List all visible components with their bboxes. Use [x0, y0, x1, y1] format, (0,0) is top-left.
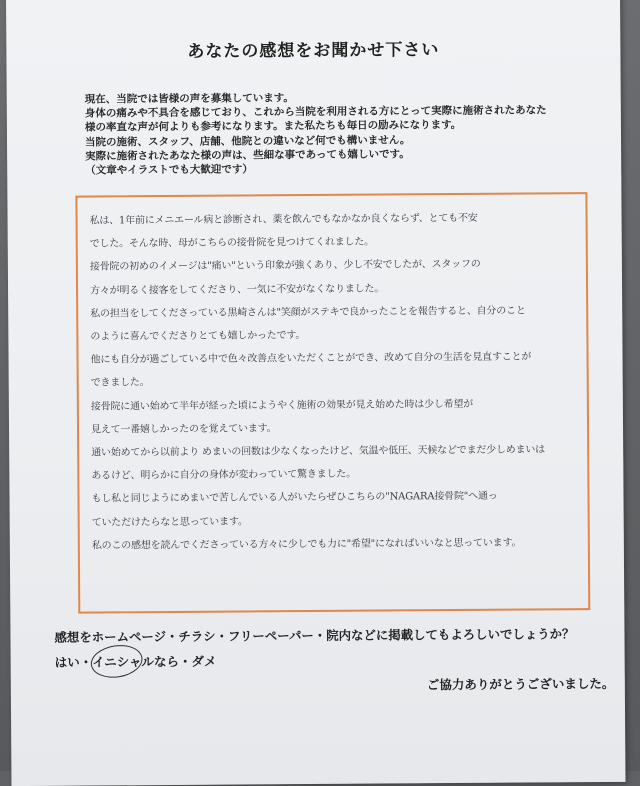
- intro-line: 現在、当院では皆様の声を募集しています。: [84, 92, 294, 106]
- handdrawn-circle-mark: [89, 642, 145, 681]
- handwritten-line: 私の担当をしてくださっている黒崎さんは"笑顔がステキで良かったことを報告すると、自分のこと: [90, 305, 526, 320]
- handwritten-line: ていただけたらなと思っています。: [91, 516, 248, 529]
- handwritten-line: 他にも自分が過ごしている中で色々改善点をいただくことができ、改めて自分の生活を見直すことが: [90, 351, 532, 366]
- handwritten-line: 見えて一番嬉しかったのを覚えています。: [90, 423, 277, 436]
- intro-text: [85, 89, 586, 178]
- handwritten-answer: [89, 206, 581, 557]
- permission-question: 感想をホームページ・チラシ・フリーペーパー・院内などに掲載してもよろしいでしょうか？: [54, 626, 575, 645]
- handwritten-line: でした。そんな時、母がこちらの接骨院を見つけてくれました。: [89, 236, 374, 250]
- handwritten-line: のように喜んでくださりとても嬉しかったです。: [90, 330, 306, 343]
- intro-line: 身体の痛みや不具合を感じており、これから当院を利用される方にとって実際に施術されたあなた: [84, 104, 547, 120]
- handwritten-line: 私は、1年前にメニエール病と診断され、薬を飲んでもなかなか良くならず、とても不安: [89, 212, 478, 227]
- handwritten-line: あるけど、明らかに自分の身体が変わっていて驚きました。: [91, 468, 356, 482]
- answer-box: [75, 192, 590, 614]
- intro-line: 実際に施術されたあなた様の声は、些細な事であっても嬉しいです。: [85, 148, 410, 163]
- permission-choices: はい・イニシャルなら・ダメ: [54, 653, 217, 670]
- form-title: あなたの感想をお聞かせ下さい: [187, 40, 440, 62]
- intro-line: 当院の施術、スタッフ、店舗、他院との違いなど何でも構いません。: [84, 133, 411, 149]
- handwritten-line: もし私と同じようにめまいで苦しんでいる人がいたらぜひこちらの"NAGARA接骨院"へ通っ: [91, 491, 498, 505]
- intro-line: 様の率直な声が何よりも参考になります。また私たちも毎日の励みになります。: [84, 119, 462, 135]
- handwritten-line: 接骨院に通い始めて半年が経った頃にようやく施術の効果が見え始めた時は少し希望が: [90, 398, 474, 413]
- handwritten-line: 方々が明るく接客をしてくださり、一気に不安がなくなりました。: [90, 283, 385, 297]
- handwritten-line: 私のこの感想を読んでくださっている方々に少しでも力に"希望"になればいいなと思っています。: [91, 537, 522, 552]
- feedback-form-sheet: [6, 0, 626, 786]
- handwritten-line: できました。: [90, 377, 150, 389]
- intro-line: （文章やイラストでも大歓迎です）: [85, 163, 253, 177]
- thanks-message: ご協力ありがとうございました。: [426, 675, 615, 693]
- handwritten-line: 通い始めてから以前より めまいの回数は少なくなったけど、気温や低圧、天候などでまだ少しめまいは: [91, 444, 546, 459]
- handwritten-line: 接骨院の初めのイメージは"痛い"という印象が強くあり、少し不安でしたが、スタッフの: [89, 259, 481, 273]
